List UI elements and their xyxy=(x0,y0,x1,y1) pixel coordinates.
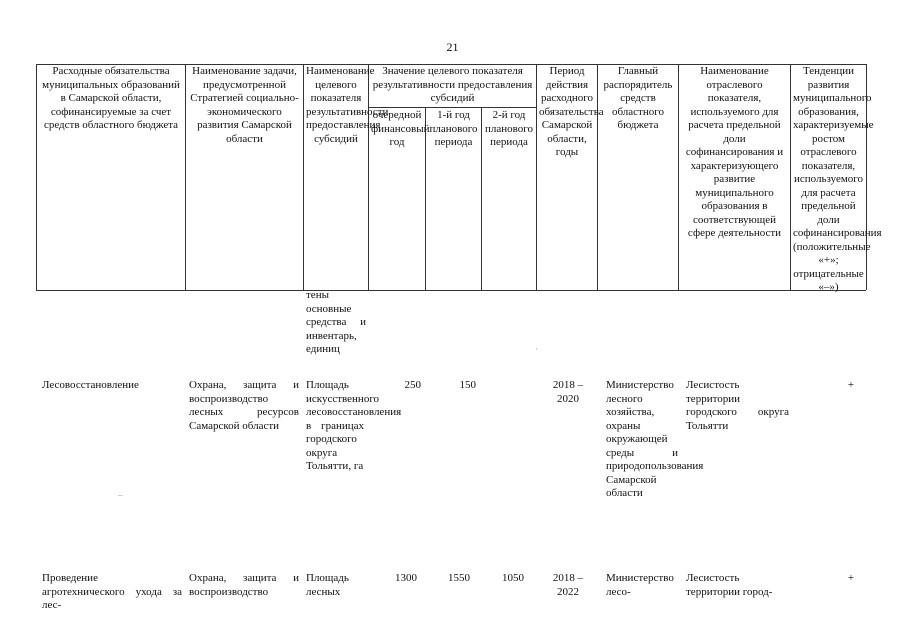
row-task: Охрана, защита и воспроизводство лесных ресурсов Самарской области xyxy=(189,379,299,432)
row-trend: + xyxy=(847,572,855,584)
continuation-indicator-text: тены основные средства и инвентарь, единиц xyxy=(306,289,366,355)
header-plan-year-1: 1-й год планового периода xyxy=(429,109,478,148)
header-current-year: очередной финансовый год xyxy=(371,109,430,148)
row-value-plan-1: 150 xyxy=(459,379,476,391)
header-period: Период действия расходного обязательства Самарской области, годы xyxy=(539,65,604,158)
header-strategy-task: Наименование задачи, предусмотренной Стратегией социально-экономического развития Самарской области xyxy=(190,65,299,145)
row-sector-indicator: Лесистость территории город- xyxy=(686,572,773,598)
row-period: 2018 – 2020 xyxy=(552,379,584,405)
row-indicator: Площадь лесных xyxy=(306,572,349,598)
row-administrator: Министерство лесо- xyxy=(606,572,674,598)
header-sector-indicator: Наименование отраслевого показателя, используемого для расчета предельной доли софинансирования и характеризующего развитие муниципального образования в соответствующей сфере деятельности xyxy=(685,65,784,239)
page-number: 21 xyxy=(446,40,459,54)
row-obligation: Проведение агротехнического ухода за лес- xyxy=(42,572,182,611)
scan-mark: · xyxy=(535,344,538,354)
header-plan-year-2: 2-й год планового периода xyxy=(484,109,533,148)
header-target-indicator: Наименование целевого показателя результативности предоставления субсидий xyxy=(306,65,389,145)
row-sector-indicator: Лесистость территории городского округа Тольятти xyxy=(686,379,789,432)
row-trend: + xyxy=(847,379,855,391)
row-period: 2018 – 2022 xyxy=(552,572,584,598)
header-bottom-border xyxy=(36,290,866,291)
header-expenditure-obligations: Расходные обязательства муниципальных образований в Самарской области, софинансируемые за счет средств областного бюджета xyxy=(42,65,180,131)
row-indicator: Площадь искусственного лесовосстановления в границах городского округа Тольятти, га xyxy=(306,379,402,472)
row-obligation: Лесовосстановление xyxy=(42,379,139,391)
row-value-current: 1300 xyxy=(395,572,417,584)
scan-mark: – xyxy=(118,490,123,500)
row-value-plan-2: 1050 xyxy=(502,572,524,584)
row-value-current: 250 xyxy=(404,379,421,391)
row-value-plan-1: 1550 xyxy=(448,572,470,584)
row-administrator: Министерство лесного хозяйства, охраны окружающей среды и природопользования Самарской области xyxy=(606,379,704,499)
header-development-trends: Тенденции развития муниципального образования, характеризуемые ростом отраслевого показателя, используемого для расчета предельной доли софинансирования (положительные «+»; отрицательные «–») xyxy=(793,65,882,293)
row-task: Охрана, защита и воспроизводство xyxy=(189,572,299,598)
header-indicator-values-group: Значение целевого показателя результативности предоставления субсидий xyxy=(372,65,533,104)
header-chief-administrator: Главный распорядитель средств областного бюджета xyxy=(603,65,673,131)
